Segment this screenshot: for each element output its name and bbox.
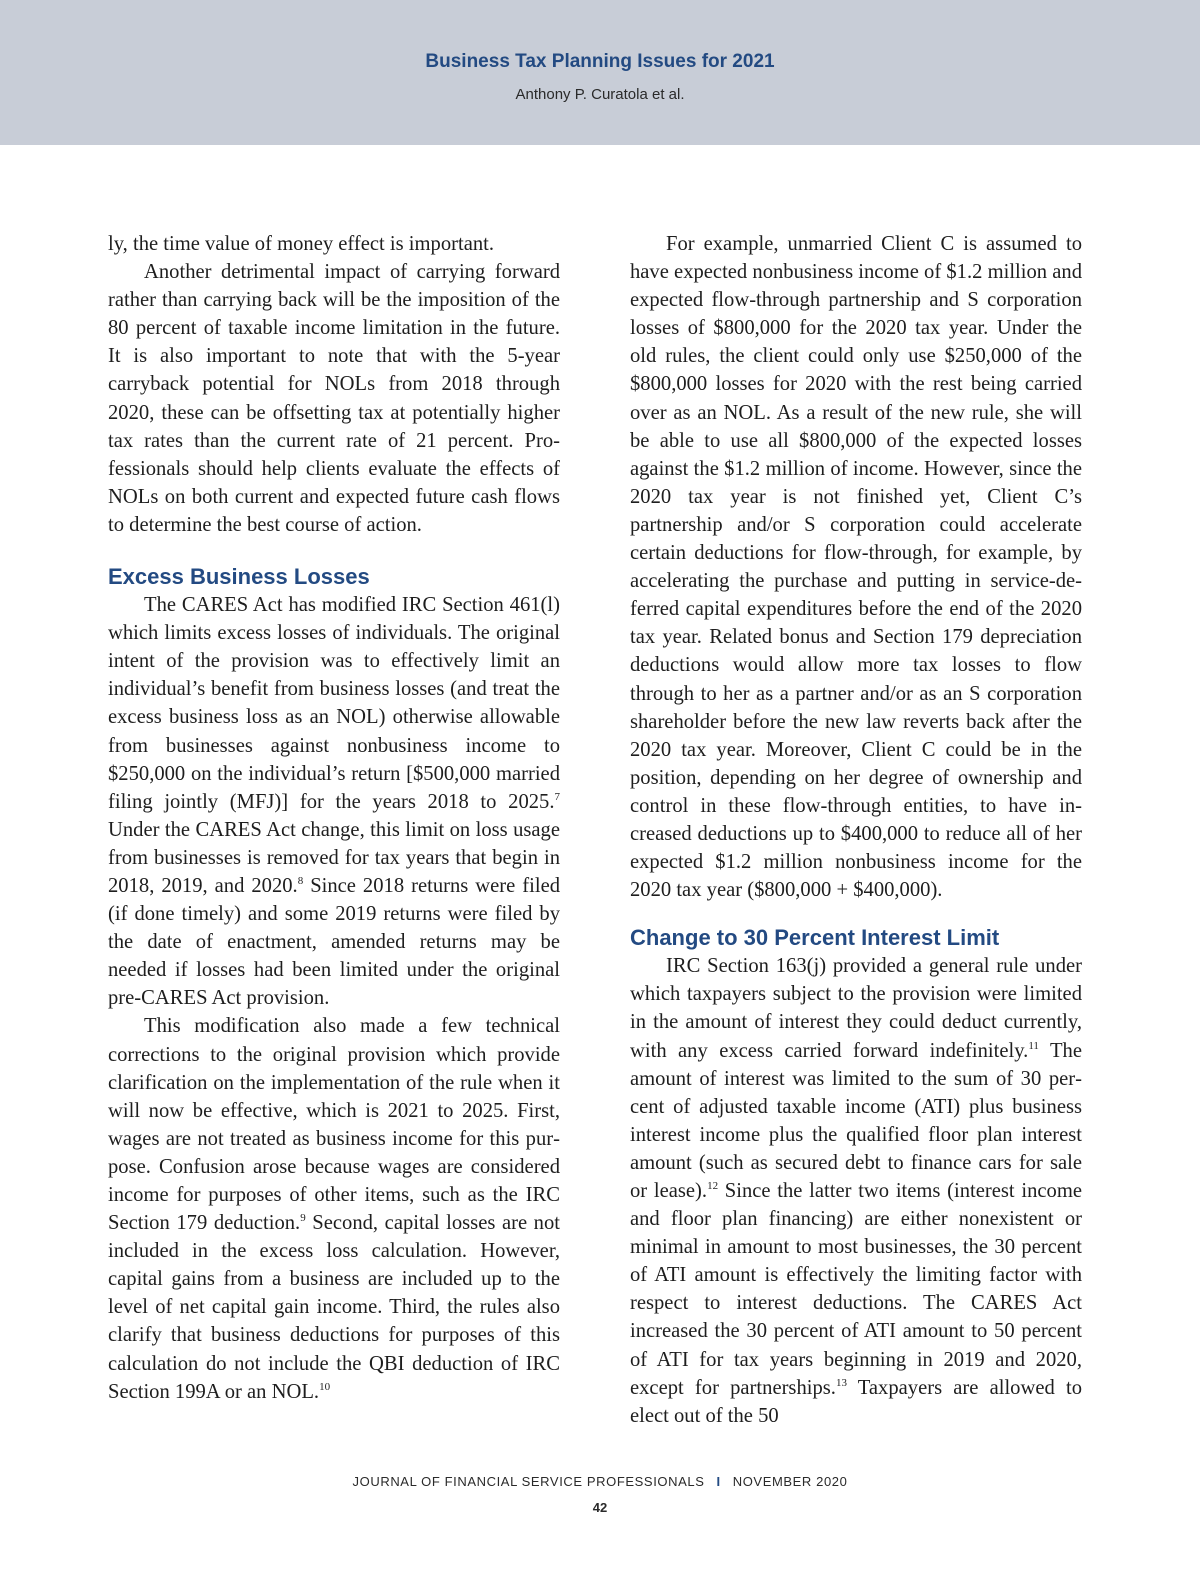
footnote-ref-12: 12 xyxy=(707,1180,719,1192)
footer-separator: I xyxy=(716,1474,721,1489)
footnote-ref-9: 9 xyxy=(300,1212,306,1225)
journal-name: JOURNAL OF FINANCIAL SERVICE PROFESSIONALS xyxy=(352,1474,705,1489)
running-header xyxy=(0,0,1200,145)
paragraph: The CARES Act has modified IRC Section 461(l) which limits excess losses of individuals. The original intent of the provision was to effectively limit an individual’s benefit from business losses (and treat the excess business loss as an NOL) otherwise allowable from businesses against nonbusiness income to $250,000 on the individual’s return [$500,000 married filing jointly (MFJ)] for the years 2018 to 2025.$^7$ Under the CARES Act change, this limit on loss usage from businesses is removed for tax years that begin in 2018, 2019, and 2020.$^8$ Since 2018 returns were filed (if done timely) and some 2019 returns were filed by the date of enactment, amended returns may be needed if losses had been limited under the original pre-CARES Act provision. xyxy=(108,594,561,1010)
footnote-ref-8: 8 xyxy=(297,874,304,887)
paragraph: For example, unmarried Client C is assumed to have expected nonbusiness income of $1.2 million and expected flow-through partnership and S corporation losses of $800,000 for the 2020 tax year. Under the old rules, the client could only use $250,000 of the $800,000 losses for 2020 with the rest being carried over as an NOL. As a result of the new rule, she will be able to use all $800,000 of the expected losses against the $1.2 million of income. However, since the 2020 tax year is not finished yet, Client C’s partnership and/or S corporation could accelerate certain deductions for flow-through, for example, by accelerating the purchase and putting in service-deferred capital expenditures before the end of the 2020 tax year. Related bonus and Section 179 depreciation deductions would allow more tax losses to flow through to her as a partner and/or as an S corporation shareholder before the new law reverts back after the 2020 tax year. Moreover, Client C could be in the position, depending on her degree of ownership and control in these flow-through entities, to have increased deductions up to $400,000 to reduce all of her expected $1.2 million nonbusiness income for the 2020 tax year ($800,000 + $400,000). xyxy=(630,233,1082,902)
footnote-ref-7: 7 xyxy=(554,790,560,803)
article-title: Business Tax Planning Issues for 2021 xyxy=(425,51,775,72)
paragraph: This modification also made a few technical corrections to the original provision which provide clarification on the implementation of the rule when it will now be effective, which is 2021 to 2025. First, wages are not treated as business income for this purpose. Confusion arose because wages are considered income for purposes of other items, such as the IRC Section 179 deduction.$^9$ Second, capital losses are not included in the excess loss calculation. However, capital gains from a business are included up to the level of net capital gain income. Third, the rules also clarify that business deductions for purposes of this calculation do not include the QBI deduction of IRC Section 199A or an NOL.$^{10}$ xyxy=(108,1015,560,1403)
footnote-ref-11: 11 xyxy=(1028,1039,1039,1052)
left-column xyxy=(108,230,560,1406)
footnote-ref-10: 10 xyxy=(319,1380,331,1393)
right-column xyxy=(630,230,1082,1430)
paragraph: IRC Section 163(j) provided a general rule under which taxpayers subject to the provision were limited in the amount of interest they could deduct currently, with any excess carried forward indefinitely.$^{11}$ The amount of interest was limited to the sum of 30 percent of adjusted taxable income (ATI) plus business interest income plus the qualified floor plan interest amount (such as secured debt to finance cars for sale or lease).$^{12}$ Since the latter two items (interest income and floor plan financing) are either nonexistent or minimal in amount to most businesses, the 30 percent of ATI amount is effectively the limiting factor with respect to interest deductions. The CARES Act increased the 30 percent of ATI amount to 50 percent of ATI for tax years beginning in 2019 and 2020, except for partnerships.$^{13}$ Taxpayers are allowed to elect out of the 50 xyxy=(630,955,1082,1427)
article-authors: Anthony P. Curatola et al. xyxy=(515,86,685,103)
section-heading-interest-limit: Change to 30 Percent Interest Limit xyxy=(630,925,1000,951)
page-number: 42 xyxy=(592,1500,608,1515)
issue-date: NOVEMBER 2020 xyxy=(732,1474,848,1489)
footnote-ref-13: 13 xyxy=(835,1376,847,1389)
running-footer xyxy=(0,1474,1200,1489)
paragraph: Another detrimental impact of carrying forward rather than carrying back will be the imposition of the 80 percent of taxable income limitation in the future. It is also important to note that with the 5-year carryback potential for NOLs from 2018 through 2020, these can be offsetting tax at potentially higher tax rates than the current rate of 21 percent. Professionals should help clients evaluate the effects of NOLs on both current and expected future cash flows to determine the best course of action. xyxy=(108,261,560,536)
paragraph: ly, the time value of money effect is important. xyxy=(108,233,495,255)
section-heading-excess-business-losses: Excess Business Losses xyxy=(108,564,370,590)
